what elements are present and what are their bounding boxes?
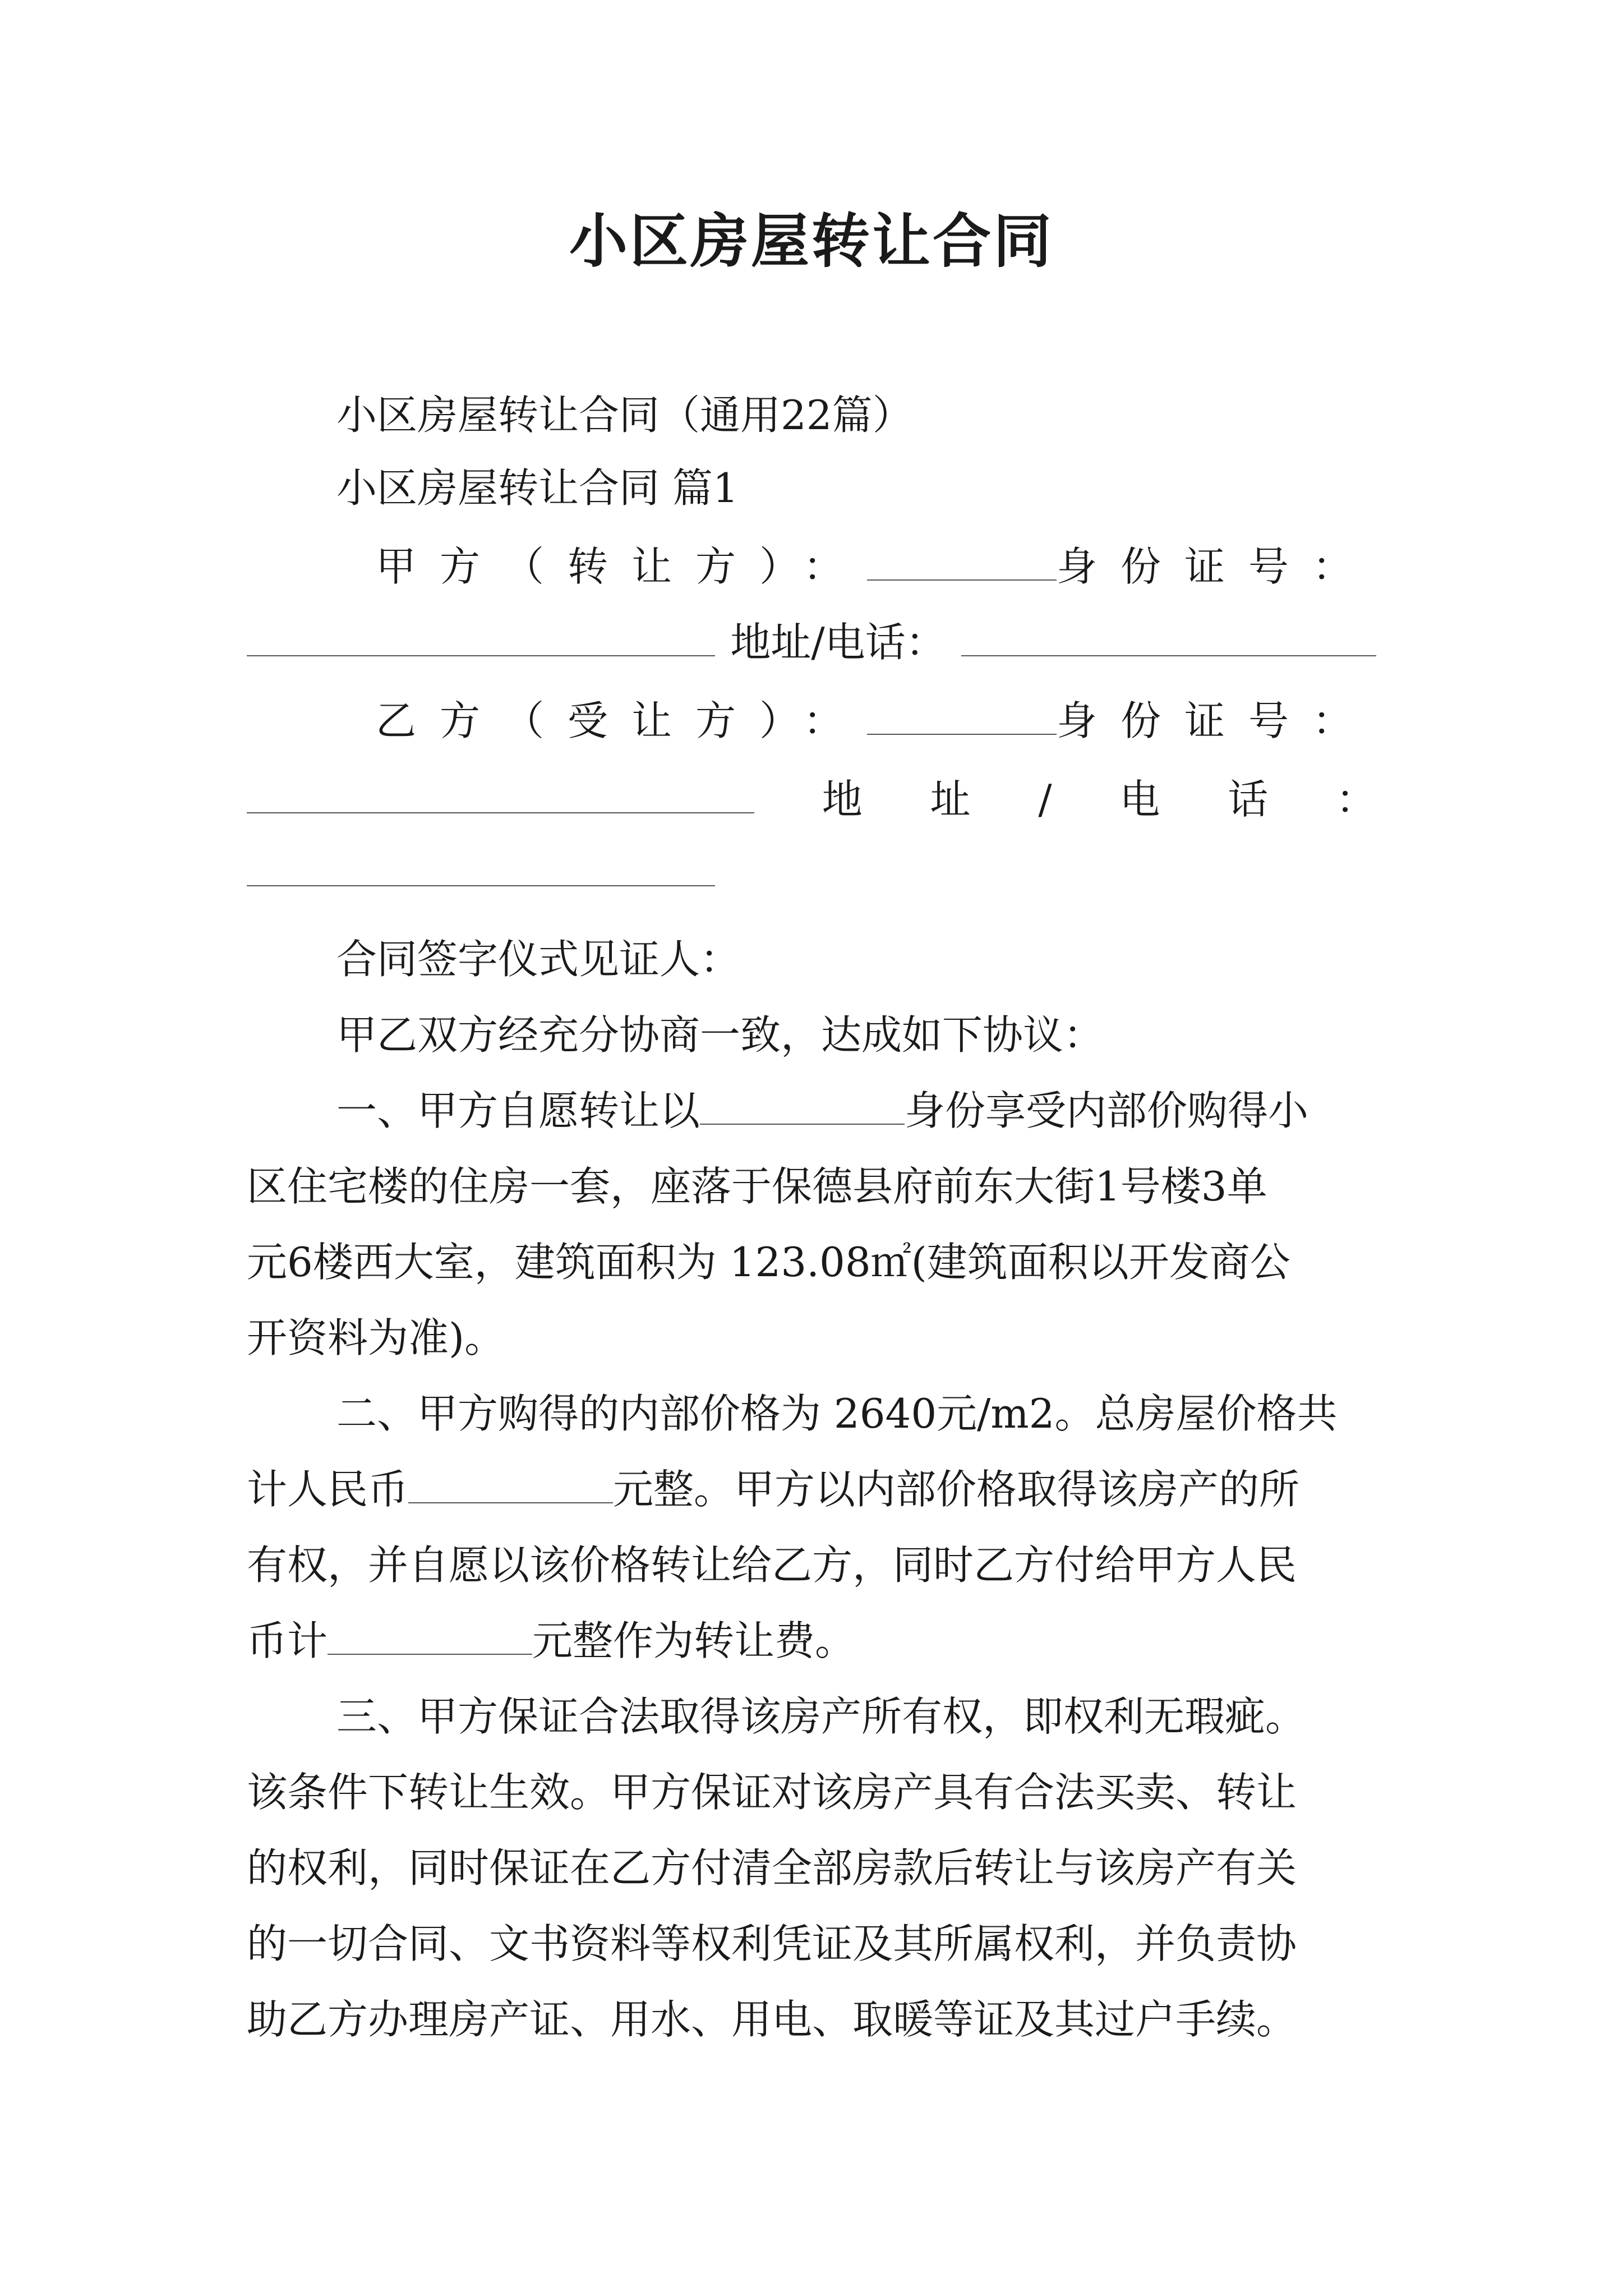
clause1-line4: 开资料为准)。 (247, 1314, 505, 1361)
clause2-total-blank (408, 1463, 613, 1503)
clause1-line1 (247, 1083, 1376, 1139)
clause3-line4: 的一切合同、文书资料等权利凭证及其所属权利，并负责协 (247, 1920, 1297, 1967)
party-a-address-label: 地址/电话： (730, 619, 946, 666)
subtitle: 小区房屋转让合同（通用22篇） (336, 392, 913, 439)
party-b-id-blank (247, 773, 754, 813)
clause3-line2: 该条件下转让生效。甲方保证对该房产具有合法买卖、转让 (247, 1769, 1297, 1816)
party-b-address-row (247, 771, 1376, 827)
clause2-l2-post: 元整。甲方以内部价格取得该房产的所 (613, 1466, 1300, 1513)
party-b-address-blank-row (247, 844, 1376, 900)
clause2-line3: 有权，并自愿以该价格转让给乙方，同时乙方付给甲方人民 (247, 1542, 1297, 1589)
party-a-address-row (247, 614, 1376, 670)
party-b-label: 乙方（受让方）： (376, 697, 868, 744)
clause2-line1: 二、甲方购得的内部价格为 2640元/m2。总房屋价格共 (336, 1390, 1338, 1437)
phone-char-2: 话 (1228, 776, 1269, 823)
clause3-line5: 助乙方办理房产证、用水、用电、取暖等证及其过户手续。 (247, 1996, 1297, 2043)
party-a-id-label: 身份证号： (1056, 543, 1376, 590)
clause3-line3: 的权利，同时保证在乙方付清全部房款后转让与该房产有关 (247, 1844, 1297, 1892)
address-char-1: 地 (822, 776, 863, 823)
clause1-line3: 元6楼西大室，建筑面积为 123.08㎡(建筑面积以开发商公 (247, 1239, 1290, 1286)
party-a-address-blank (961, 616, 1376, 656)
clause1-line2: 区住宅楼的住房一套，座落于保德县府前东大街1号楼3单 (247, 1163, 1267, 1210)
clause1-l1-pre: 一、甲方自愿转让以 (336, 1087, 700, 1134)
clause2-l4-pre: 币计 (247, 1617, 328, 1664)
phone-char-colon: ： (1335, 776, 1376, 823)
clause2-l2-pre: 计人民币 (247, 1466, 409, 1513)
party-a-id-blank (247, 616, 715, 656)
document-title: 小区房屋转让合同 (569, 206, 1054, 275)
party-a-row (247, 539, 1376, 595)
phone-char-1: 电 (1119, 776, 1160, 823)
party-b-row (247, 693, 1376, 749)
party-a-label: 甲方（转让方）： (376, 543, 868, 590)
address-char-slash: / (1038, 776, 1052, 823)
article-heading: 小区房屋转让合同 篇1 (336, 464, 739, 512)
witness-line: 合同签字仪式见证人： (336, 936, 741, 983)
clause2-fee-blank (328, 1614, 532, 1655)
party-b-address-blank (247, 846, 715, 886)
party-a-name-blank (867, 540, 1057, 581)
clause1-l1-post: 身份享受内部价购得小 (905, 1087, 1309, 1134)
address-char-2: 址 (930, 776, 971, 823)
clause3-line1: 三、甲方保证合法取得该房产所有权，即权利无瑕疵。 (336, 1693, 1306, 1740)
intro-line: 甲乙双方经充分协商一致，达成如下协议： (336, 1011, 1104, 1059)
clause2-line2 (247, 1461, 1376, 1517)
party-b-id-label: 身份证号： (1056, 697, 1376, 744)
clause2-line4 (247, 1613, 1376, 1669)
clause2-l4-post: 元整作为转让费。 (532, 1617, 856, 1664)
clause1-identity-blank (700, 1084, 905, 1125)
party-b-name-blank (867, 694, 1057, 735)
